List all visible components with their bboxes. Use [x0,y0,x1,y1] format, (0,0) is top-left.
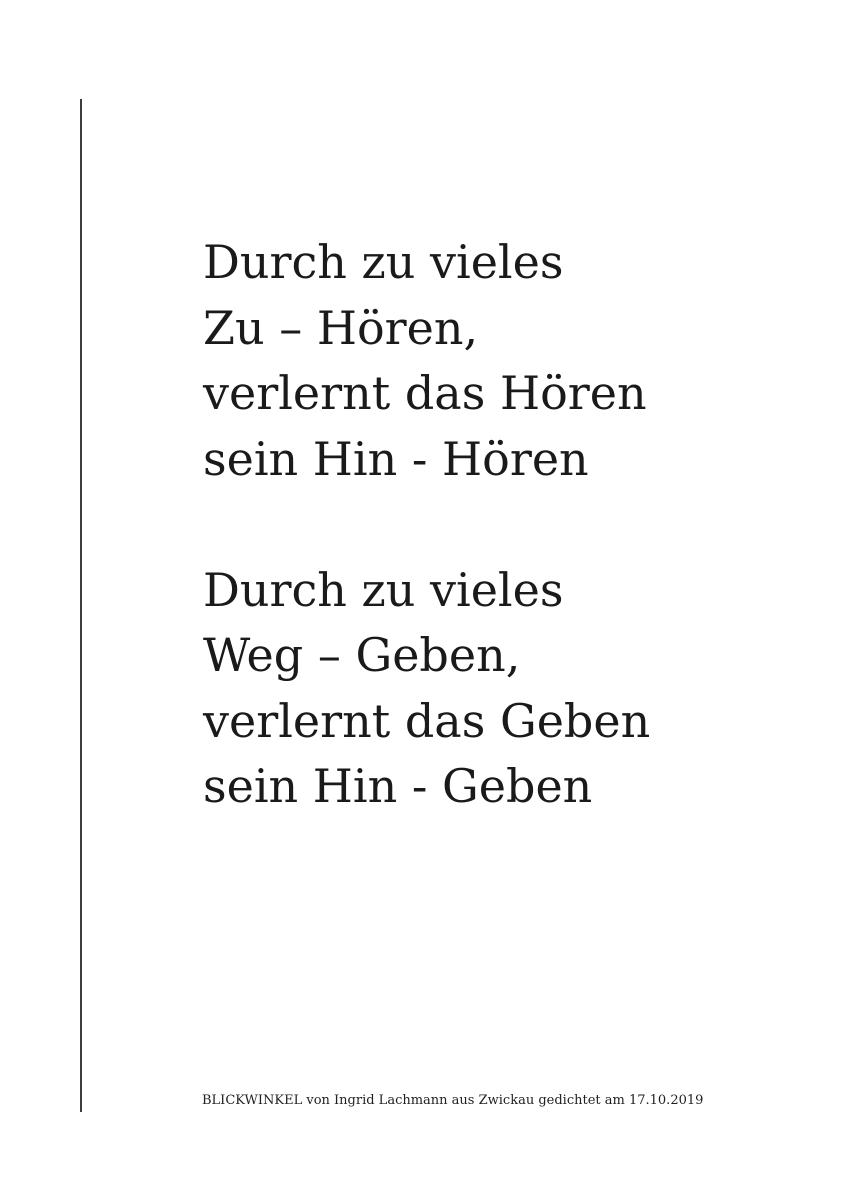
poem-line: Durch zu vieles [203,562,564,617]
attribution-line: BLICKWINKEL von Ingrid Lachmann aus Zwickau gedichtet am 17.10.2019 [202,1093,704,1108]
left-margin-rule [80,99,82,1112]
poem-line: Zu – Hören, [203,300,479,355]
stanza-1 [203,230,650,492]
stanza-2 [203,558,650,820]
poem-line: verlernt das Hören [203,366,647,420]
poem-text-block [203,230,650,820]
poem-line: Weg – Geben, [203,628,521,682]
poem-line: sein Hin - Geben [203,759,593,813]
poem-line: verlernt das Geben [203,693,651,748]
poem-line: Durch zu vieles [203,235,564,289]
poem-line: sein Hin - Hören [203,431,589,486]
